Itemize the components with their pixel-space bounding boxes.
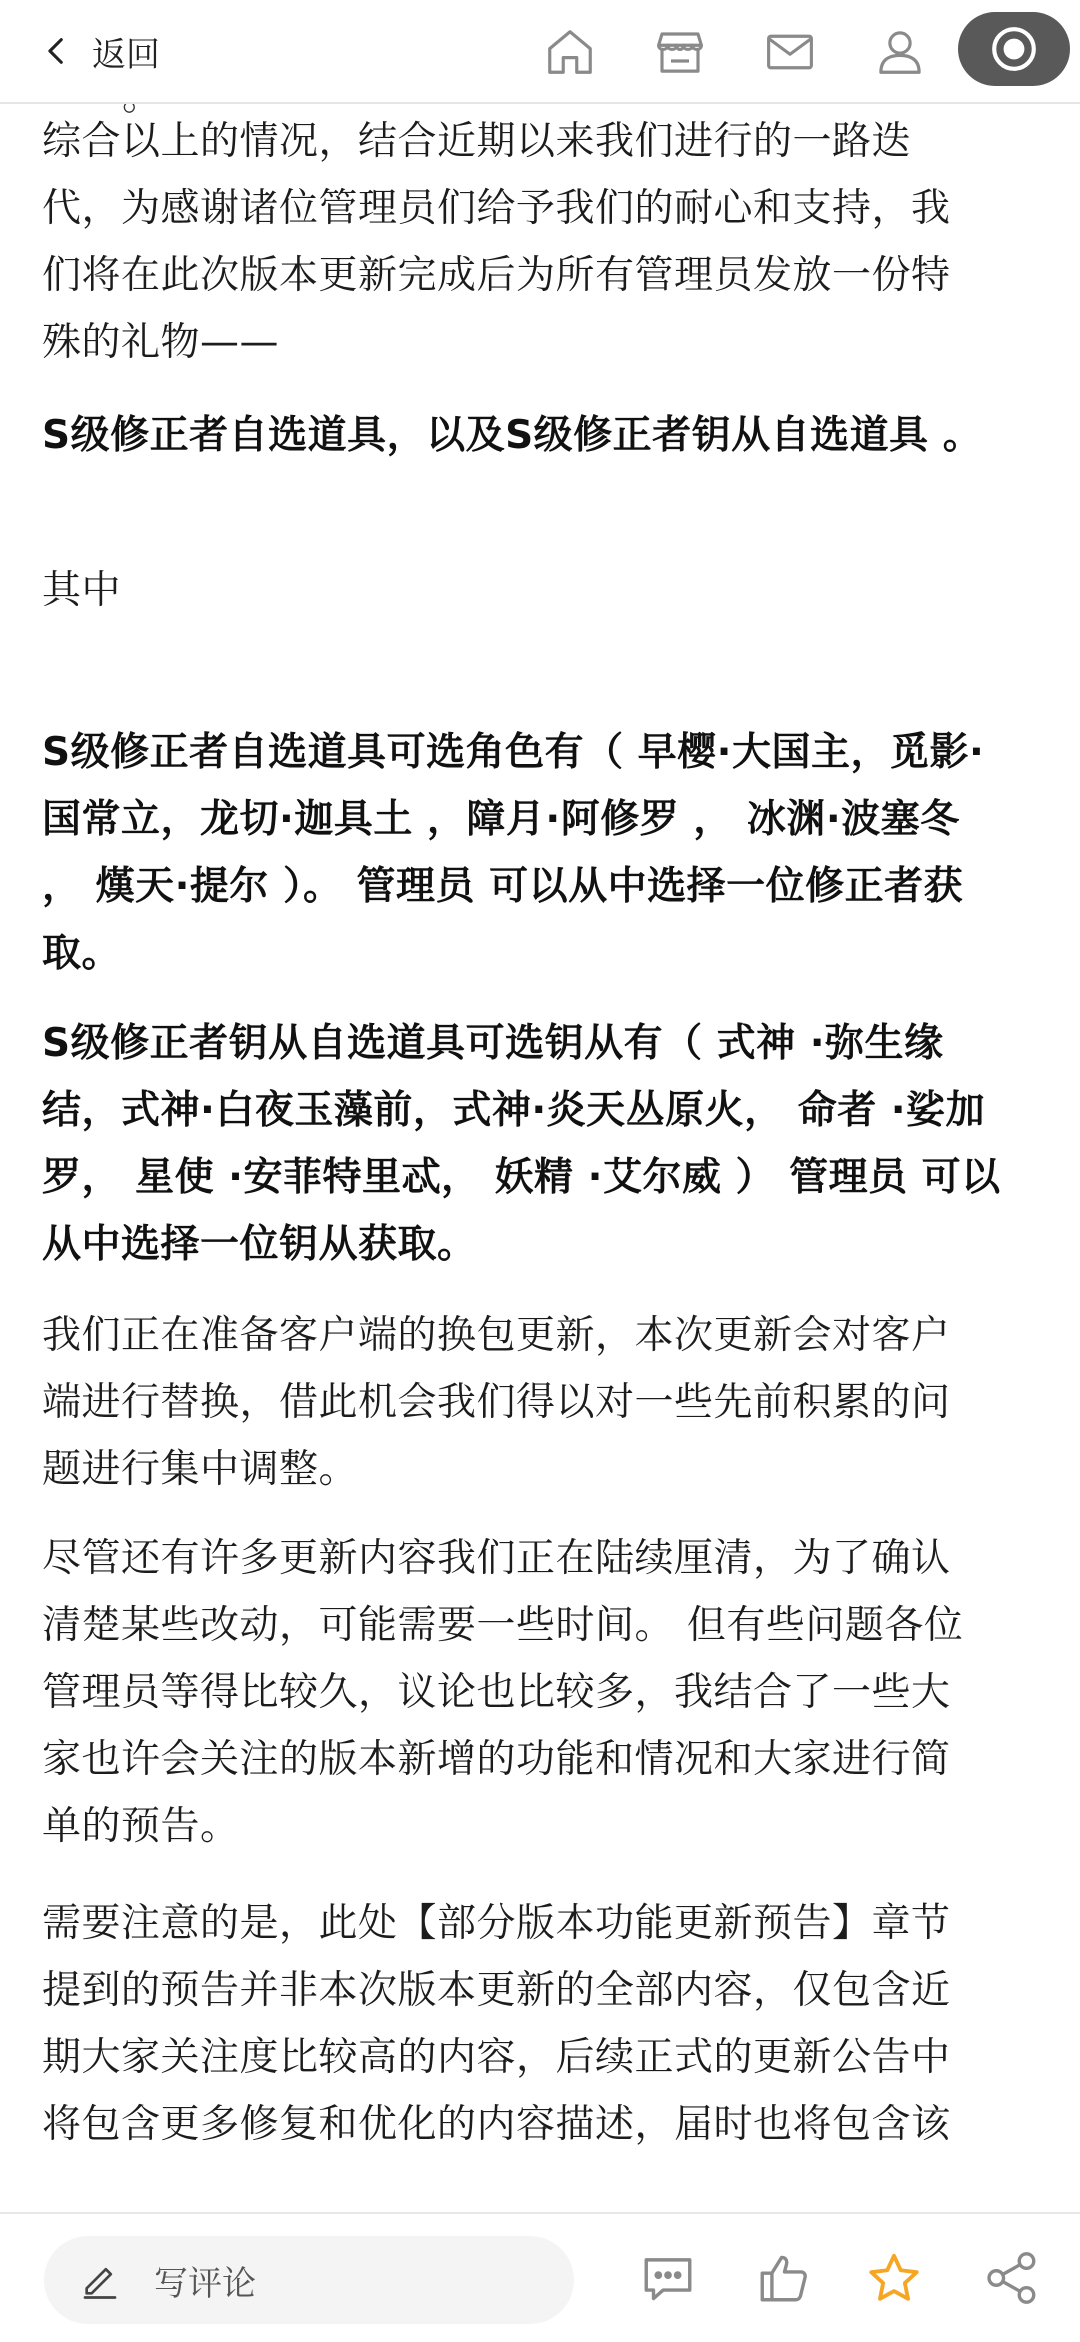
top-navigation-bar xyxy=(0,0,1080,104)
paragraph-gift-items xyxy=(42,402,1038,469)
home-icon xyxy=(543,25,597,79)
store-icon xyxy=(653,25,707,79)
chevron-left-icon xyxy=(40,34,74,68)
text-line: 国常立，龙切·迦具土 ，障月·阿修罗 ， 冰渊·波塞冬 xyxy=(42,797,960,842)
home-button[interactable] xyxy=(540,22,600,82)
record-icon xyxy=(989,24,1039,74)
text-line: 单的预告。 xyxy=(42,1804,240,1849)
bottom-action-bar xyxy=(0,2212,1080,2342)
like-button[interactable] xyxy=(752,2246,816,2310)
record-button[interactable] xyxy=(958,12,1070,86)
text-line: 将包含更多修复和优化的内容描述，届时也将包含该 xyxy=(42,2102,951,2147)
text-line: ， 熯天·提尔 ）。 管理员 可以从中选择一位修正者获 xyxy=(42,864,964,909)
text-line: 综合以上的情况，结合近期以来我们进行的一路迭 xyxy=(42,119,912,164)
text-line: 端进行替换，借此机会我们得以对一些先前积累的问 xyxy=(42,1380,951,1425)
text-line: 我们正在准备客户端的换包更新，本次更新会对客户 xyxy=(42,1313,951,1358)
text-line: 殊的礼物—— xyxy=(42,320,280,365)
article-body xyxy=(42,102,1038,2212)
paragraph-gift-intro xyxy=(42,108,1038,376)
text-line: 题进行集中调整。 xyxy=(42,1447,359,1492)
text-line: 罗， 星使 ·安菲特里忒， 妖精 ·艾尔威 ） 管理员 可以 xyxy=(42,1155,1001,1200)
paragraph-client-update xyxy=(42,1302,1038,1503)
text-line: 管理员等得比较久，议论也比较多，我结合了一些大 xyxy=(42,1670,951,1715)
back-label: 返回 xyxy=(92,34,160,75)
text-line: 从中选择一位钥从获取。 xyxy=(42,1222,477,1267)
text-line: S级修正者自选道具可选角色有（ 早樱·大国主，觅影· xyxy=(42,730,985,775)
paragraph-among xyxy=(42,557,1038,624)
text-line: 们将在此次版本更新完成后为所有管理员发放一份特 xyxy=(42,253,951,298)
text-line: S级修正者钥从自选道具可选钥从有（ 式神 ·弥生缘 xyxy=(42,1021,944,1066)
like-icon xyxy=(755,2249,813,2307)
text-line: 期大家关注度比较高的内容，后续正式的更新公告中 xyxy=(42,2035,951,2080)
mail-button[interactable] xyxy=(760,22,820,82)
mail-icon xyxy=(763,25,817,79)
text-line: 提到的预告并非本次版本更新的全部内容，仅包含近 xyxy=(42,1968,951,2013)
store-button[interactable] xyxy=(650,22,710,82)
text-line: 清楚某些改动，可能需要一些时间。 但有些问题各位 xyxy=(42,1603,964,1648)
write-comment-input[interactable] xyxy=(44,2236,574,2324)
paragraph-update-preview xyxy=(42,1525,1038,1860)
text-line: 代，为感谢诸位管理员们给予我们的耐心和支持，我 xyxy=(42,186,951,231)
text-line: 其中 xyxy=(42,568,122,613)
share-icon xyxy=(983,2249,1041,2307)
pencil-icon xyxy=(80,2260,120,2300)
paragraph-notice xyxy=(42,1890,1038,2158)
favorite-button[interactable] xyxy=(862,2246,926,2310)
paragraph-companion-options xyxy=(42,1010,1038,1278)
text-line: S级修正者自选道具，以及S级修正者钥从自选道具 。 xyxy=(42,413,983,458)
text-line: 家也许会关注的版本新增的功能和情况和大家进行简 xyxy=(42,1737,951,1782)
text-line: 需要注意的是，此处【部分版本功能更新预告】章节 xyxy=(42,1901,951,1946)
comment-icon xyxy=(639,2249,697,2307)
comment-button[interactable] xyxy=(636,2246,700,2310)
text-line: 取。 xyxy=(42,931,122,976)
back-button[interactable] xyxy=(40,22,160,80)
paragraph-character-options xyxy=(42,719,1038,987)
profile-icon xyxy=(873,25,927,79)
favorite-icon xyxy=(865,2249,923,2307)
text-line: 结，式神·白夜玉藻前，式神·炎天丛原火， 命者 ·娑加 xyxy=(42,1088,986,1133)
text-line: 尽管还有许多更新内容我们正在陆续厘清，为了确认 xyxy=(42,1536,951,1581)
share-button[interactable] xyxy=(980,2246,1044,2310)
comment-placeholder: 写评论 xyxy=(154,2263,256,2304)
profile-button[interactable] xyxy=(870,22,930,82)
